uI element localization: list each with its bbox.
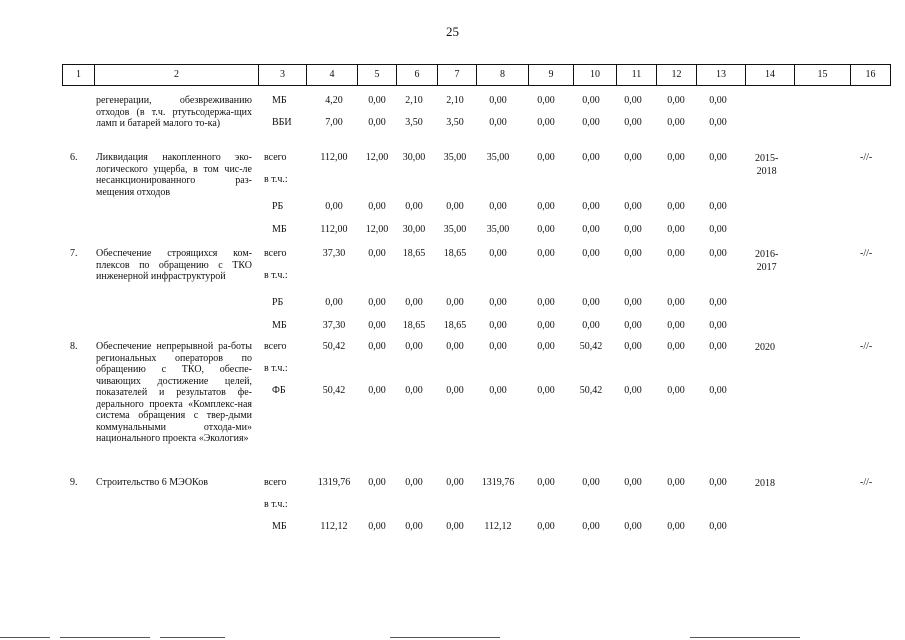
header-col-13: 13 [696,64,746,86]
bottom-scan-line [390,637,500,638]
header-col-4: 4 [306,64,358,86]
amount-cell: 0,00 [667,95,685,106]
bottom-scan-line [690,637,800,638]
amount-cell: 0,00 [624,95,642,106]
amount-cell: 0,00 [667,341,685,352]
bottom-scan-line [160,637,225,638]
amount-cell: 0,00 [537,385,555,396]
funding-source: РБ [272,201,284,212]
header-col-9: 9 [528,64,574,86]
amount-cell: 0,00 [405,297,423,308]
amount-cell: 0,00 [405,201,423,212]
amount-cell: 0,00 [446,521,464,532]
amount-cell: 0,00 [667,477,685,488]
amount-cell: 12,00 [365,152,389,163]
executor-cell: -//- [860,477,873,488]
amount-cell: 12,00 [365,224,389,235]
row-description: Обеспечение непрерывной ра-боты региональных операторов по обращению с ТКО, обеспе-чивающих достижение целей, показателей и результатов фе-дерального проекта «Комплекс-ная система обращения с твер-дыми коммунальными отхода-ми» национального проекта «Экология» [96,341,252,444]
amount-cell: 0,00 [446,201,464,212]
funding-source: в т.ч.: [264,174,288,185]
period-cell: 2018 [755,478,775,489]
amount-cell: 4,20 [325,95,343,106]
amount-cell: 0,00 [667,201,685,212]
amount-cell: 0,00 [709,201,727,212]
amount-cell: 1319,76 [317,477,351,488]
amount-cell: 112,00 [320,152,348,163]
executor-cell: -//- [860,152,873,163]
amount-cell: 0,00 [667,117,685,128]
amount-cell: 0,00 [446,385,464,396]
header-col-5: 5 [357,64,397,86]
amount-cell: 0,00 [537,224,555,235]
amount-cell: 2,10 [446,95,464,106]
amount-cell: 0,00 [537,201,555,212]
funding-source: МБ [272,95,287,106]
amount-cell: 0,00 [489,341,507,352]
row-description: Обеспечение строящихся ком-плексов по обращению с ТКО инженерной инфраструктурой [96,248,252,282]
amount-cell: 0,00 [489,201,507,212]
amount-cell: 7,00 [325,117,343,128]
amount-cell: 2,10 [405,95,423,106]
amount-cell: 0,00 [489,320,507,331]
amount-cell: 0,00 [582,152,600,163]
amount-cell: 35,00 [443,224,467,235]
amount-cell: 18,65 [402,320,426,331]
header-col-10: 10 [573,64,617,86]
amount-cell: 50,42 [322,341,346,352]
amount-cell: 0,00 [667,297,685,308]
header-col-7: 7 [437,64,477,86]
amount-cell: 50,42 [579,341,603,352]
amount-cell: 112,12 [320,521,348,532]
amount-cell: 0,00 [667,385,685,396]
funding-source: МБ [272,224,287,235]
amount-cell: 0,00 [709,224,727,235]
amount-cell: 0,00 [624,201,642,212]
amount-cell: 30,00 [402,152,426,163]
amount-cell: 3,50 [405,117,423,128]
header-col-11: 11 [616,64,657,86]
amount-cell: 0,00 [537,117,555,128]
amount-cell: 0,00 [709,297,727,308]
amount-cell: 0,00 [537,152,555,163]
amount-cell: 35,00 [443,152,467,163]
amount-cell: 0,00 [624,297,642,308]
amount-cell: 3,50 [446,117,464,128]
amount-cell: 0,00 [582,95,600,106]
amount-cell: 35,00 [486,224,510,235]
header-col-6: 6 [396,64,438,86]
bottom-scan-line [0,637,50,638]
amount-cell: 0,00 [537,95,555,106]
amount-cell: 0,00 [537,477,555,488]
amount-cell: 0,00 [446,341,464,352]
executor-cell: -//- [860,341,873,352]
amount-cell: 0,00 [405,385,423,396]
amount-cell: 0,00 [489,95,507,106]
row-number: 8. [70,341,78,352]
amount-cell: 0,00 [368,320,386,331]
period-cell: 2016- 2017 [755,249,779,273]
amount-cell: 0,00 [405,521,423,532]
funding-source: всего [264,248,287,259]
funding-source: всего [264,152,287,163]
amount-cell: 37,30 [322,320,346,331]
row-number: 6. [70,152,78,163]
period-cell: 2015- 2018 [755,153,779,177]
amount-cell: 0,00 [537,320,555,331]
amount-cell: 18,65 [443,248,467,259]
funding-source: в т.ч.: [264,270,288,281]
row-number: 7. [70,248,78,259]
amount-cell: 0,00 [368,385,386,396]
amount-cell: 0,00 [709,95,727,106]
amount-cell: 0,00 [537,297,555,308]
amount-cell: 0,00 [709,152,727,163]
amount-cell: 0,00 [489,385,507,396]
funding-source: ФБ [272,385,286,396]
row-description: Ликвидация накопленного эко-логического ущерба, в том чис-ле несанкционированного раз-мещения отходов [96,152,252,198]
amount-cell: 0,00 [489,297,507,308]
amount-cell: 112,12 [484,521,512,532]
amount-cell: 0,00 [368,117,386,128]
amount-cell: 0,00 [489,117,507,128]
table-header-row [0,64,905,86]
amount-cell: 0,00 [582,297,600,308]
amount-cell: 0,00 [582,201,600,212]
amount-cell: 112,00 [320,224,348,235]
funding-source: всего [264,341,287,352]
amount-cell: 0,00 [537,248,555,259]
amount-cell: 0,00 [489,248,507,259]
amount-cell: 0,00 [368,297,386,308]
header-col-12: 12 [656,64,697,86]
amount-cell: 0,00 [667,320,685,331]
header-col-14: 14 [745,64,795,86]
header-col-2: 2 [94,64,259,86]
amount-cell: 0,00 [582,224,600,235]
amount-cell: 0,00 [667,152,685,163]
amount-cell: 0,00 [709,320,727,331]
amount-cell: 0,00 [709,117,727,128]
amount-cell: 37,30 [322,248,346,259]
amount-cell: 0,00 [624,152,642,163]
amount-cell: 0,00 [368,477,386,488]
amount-cell: 0,00 [368,248,386,259]
amount-cell: 0,00 [667,521,685,532]
amount-cell: 35,00 [486,152,510,163]
amount-cell: 0,00 [709,385,727,396]
amount-cell: 0,00 [368,95,386,106]
funding-source: РБ [272,297,284,308]
amount-cell: 18,65 [402,248,426,259]
amount-cell: 0,00 [325,297,343,308]
page-number: 25 [446,24,459,39]
header-col-1: 1 [62,64,95,86]
amount-cell: 0,00 [368,521,386,532]
funding-source: ВБИ [272,117,292,128]
amount-cell: 0,00 [405,341,423,352]
amount-cell: 0,00 [446,297,464,308]
period-cell: 2020 [755,342,775,353]
amount-cell: 0,00 [368,201,386,212]
amount-cell: 0,00 [405,477,423,488]
amount-cell: 0,00 [667,224,685,235]
header-col-15: 15 [794,64,851,86]
header-col-16: 16 [850,64,891,86]
amount-cell: 0,00 [624,385,642,396]
amount-cell: 0,00 [667,248,685,259]
row-number: 9. [70,477,78,488]
executor-cell: -//- [860,248,873,259]
amount-cell: 0,00 [582,477,600,488]
amount-cell: 0,00 [537,341,555,352]
amount-cell: 0,00 [624,341,642,352]
amount-cell: 0,00 [446,477,464,488]
amount-cell: 0,00 [624,521,642,532]
amount-cell: 0,00 [582,320,600,331]
header-col-3: 3 [258,64,307,86]
funding-source: МБ [272,521,287,532]
amount-cell: 0,00 [582,117,600,128]
amount-cell: 0,00 [582,521,600,532]
amount-cell: 0,00 [709,248,727,259]
amount-cell: 30,00 [402,224,426,235]
amount-cell: 0,00 [368,341,386,352]
amount-cell: 0,00 [582,248,600,259]
bottom-scan-line [60,637,150,638]
row-description: Строительство 6 МЭОКов [96,477,208,488]
amount-cell: 0,00 [709,477,727,488]
funding-source: в т.ч.: [264,499,288,510]
amount-cell: 18,65 [443,320,467,331]
funding-source: в т.ч.: [264,363,288,374]
amount-cell: 0,00 [624,224,642,235]
amount-cell: 0,00 [709,341,727,352]
funding-source: МБ [272,320,287,331]
amount-cell: 0,00 [624,248,642,259]
amount-cell: 0,00 [624,477,642,488]
amount-cell: 0,00 [624,117,642,128]
amount-cell: 50,42 [322,385,346,396]
amount-cell: 0,00 [624,320,642,331]
amount-cell: 0,00 [325,201,343,212]
header-col-8: 8 [476,64,529,86]
amount-cell: 0,00 [709,521,727,532]
funding-source: всего [264,477,287,488]
amount-cell: 0,00 [537,521,555,532]
amount-cell: 50,42 [579,385,603,396]
row-description: регенерации, обезвреживанию отходов (в т.ч. ртутьсодержа-щих ламп и батарей малого то-ка) [96,95,252,129]
amount-cell: 1319,76 [481,477,515,488]
